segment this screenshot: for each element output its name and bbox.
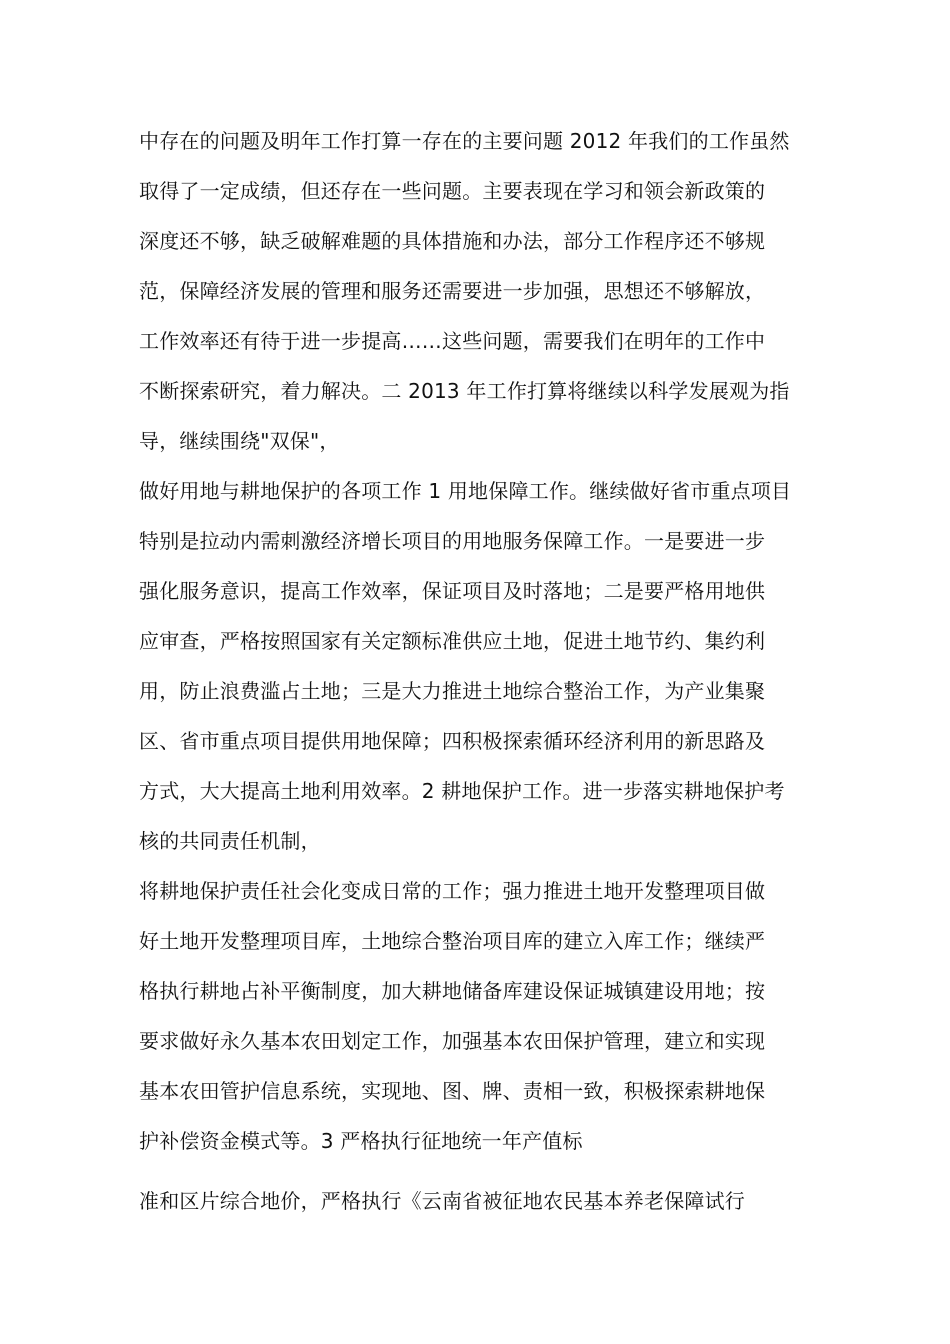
text-line: 工作效率还有待于进一步提高……这些问题，需要我们在明年的工作中 xyxy=(139,329,766,353)
body-text xyxy=(139,116,819,1226)
text-line: 强化服务意识，提高工作效率，保证项目及时落地；二是要严格用地供 xyxy=(139,579,766,603)
text-line: 深度还不够，缺乏破解难题的具体措施和办法，部分工作程序还不够规 xyxy=(139,229,766,253)
text-line: 准和区片综合地价，严格执行《云南省被征地农民基本养老保障试行 xyxy=(139,1189,745,1213)
text-line: 特别是拉动内需刺激经济增长项目的用地服务保障工作。一是要进一步 xyxy=(139,529,766,553)
text-line: 方式，大大提高土地利用效率。2 耕地保护工作。进一步落实耕地保护考 xyxy=(139,779,785,803)
text-line: 区、省市重点项目提供用地保障；四积极探索循环经济利用的新思路及 xyxy=(139,729,766,753)
text-line: 护补偿资金模式等。3 严格执行征地统一年产值标 xyxy=(139,1129,583,1153)
text-line: 取得了一定成绩，但还存在一些问题。主要表现在学习和领会新政策的 xyxy=(139,179,766,203)
text-line: 应审查，严格按照国家有关定额标准供应土地，促进土地节约、集约利 xyxy=(139,629,766,653)
text-line: 好土地开发整理项目库，土地综合整治项目库的建立入库工作；继续严 xyxy=(139,929,766,953)
paragraph-2 xyxy=(139,466,819,866)
text-line: 将耕地保护责任社会化变成日常的工作；强力推进土地开发整理项目做 xyxy=(139,879,766,903)
text-line: 基本农田管护信息系统，实现地、图、牌、责相一致，积极探索耕地保 xyxy=(139,1079,766,1103)
text-line: 不断探索研究，着力解决。二 2013 年工作打算将继续以科学发展观为指 xyxy=(139,379,790,403)
text-line: 格执行耕地占补平衡制度，加大耕地储备库建设保证城镇建设用地；按 xyxy=(139,979,766,1003)
text-line: 导，继续围绕"双保"， xyxy=(139,429,340,453)
text-line: 要求做好永久基本农田划定工作，加强基本农田保护管理，建立和实现 xyxy=(139,1029,766,1053)
paragraph-4 xyxy=(139,1176,819,1226)
text-line: 核的共同责任机制， xyxy=(139,829,321,853)
text-line: 做好用地与耕地保护的各项工作 1 用地保障工作。继续做好省市重点项目 xyxy=(139,479,792,503)
paragraph-3 xyxy=(139,866,819,1166)
paragraph-1 xyxy=(139,116,819,466)
text-line: 范，保障经济发展的管理和服务还需要进一步加强，思想还不够解放， xyxy=(139,279,766,303)
text-line: 用，防止浪费滥占土地；三是大力推进土地综合整治工作，为产业集聚 xyxy=(139,679,766,703)
text-line: 中存在的问题及明年工作打算一存在的主要问题 2012 年我们的工作虽然 xyxy=(139,129,790,153)
